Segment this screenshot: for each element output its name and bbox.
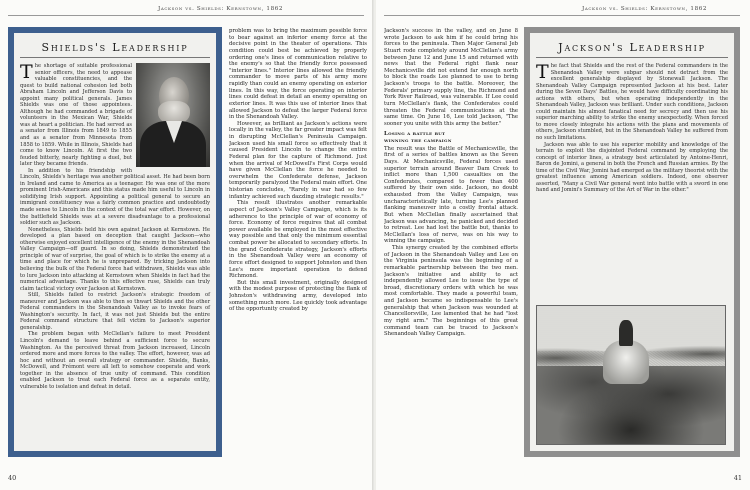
running-head-right: Jackson vs. Shields: Kernstown, 1862	[582, 6, 708, 12]
section-heading: Losing a battle but	[384, 131, 446, 138]
body-paragraph: problem was to bring the maximum possible force to bear against an inferior enemy force at the decisive point in the theater of operations. This condition could best be achieved by properly ordering one's lines of communication relative to the enemy's so that the friendly force possessed "interior lines." Interior lines allowed the friendly commander to move parts of his army more rapidly than could an enemy operating on exterior lines. In this way, the force operating on interior lines could defeat in detail an enemy operating on exterior lines. It was this use of interior lines that allowed Jackson to defeat the larger Federal force in the Shenandoah Valley.	[229, 28, 367, 121]
page-number-right: 41	[733, 474, 742, 482]
sidebar-left-paragraph: Nonetheless, Shields held his own against Jackson at Kernstown. He developed a plan based on deception that caught Jackson—who otherwise enjoyed excellent intelligence of the enemy in the Shenandoah Valley Campaign—off guard. In so doing, Shields demonstrated the principle of war of surprise, the goal of which is to strike the enemy at a time and place for which he is unprepared. By tricking Jackson into believing the bulk of the Federal force had withdrawn, Shields was able to lure Jackson into attacking at Kernstown when Shields in fact had the numerical advantage. Thanks to this effective ruse, Shields can truly claim tactical victory over Jackson at Kernstown.	[20, 226, 210, 292]
jackson-engraving-illustration	[536, 305, 726, 445]
left-page	[0, 0, 374, 490]
sidebar-left-title: Shields's Leadership	[20, 37, 210, 58]
body-paragraph: The result was the Battle of Mechanicsville, the first of a series of battles known as the Seven Days. At Mechanicsville, Federal forces used superior terrain around Beaver Dam Creek to inflict more than 1,500 casualties on the Confederates, compared to fewer than 400 suffered by their own side. Jackson, no doubt exhausted from the Valley Campaign, was uncharacteristically late, turning Lee's planned flanking maneuver into a costly frontal attack. But when McClellan finally ascertained that Jackson was advancing, he panicked and decided to retreat. Lee had lost the battle but, thanks to McClellan's loss of nerve, was on his way to winning the campaign.	[384, 145, 518, 245]
sidebar-left-paragraph: In addition to his friendship with Lincoln, Shields's heritage was another political asset. He had been born in Ireland and came to America as a teenager. He was one of the more prominent Irish-Americans and this status made him useful to Lincoln in solidifying Irish support. Appointing a political general to secure an immigrant constituency was a fairly common practice and undoubtedly made sense to Lincoln in the context of the total war effort. However, on the battlefield Shields was at a severe disadvantage to a professional soldier such as Jackson.	[20, 167, 210, 227]
page-number-left: 40	[8, 474, 17, 482]
body-paragraph: But this small investment, originally designed with the modest purpose of protecting the flank of Johnston's withdrawing army, developed into something much more. Lee quickly took advantage of the opportunity created by	[229, 279, 367, 313]
body-paragraph: This result illustrates another remarkable aspect of Jackson's Valley Campaign, which is its adherence to the principle of war of economy of force. Economy of force requires that all combat power available be employed in the most effective way possible and that only the minimum essential combat power be allocated to secondary efforts. In the grand Confederate strategy, Jackson's efforts in the Shenandoah Valley were an economy of force effort designed to support Johnston and then Lee's more important operation to defend Richmond.	[229, 200, 367, 280]
section-subheading: winning the campaign	[384, 138, 452, 144]
body-paragraph: Jackson's success in the valley, and on June 8 wrote Jackson to ask him if he could bring his forces to the peninsula. Then Major General Jeb Stuart rode completely around McClellan's army between June 12 and June 15 and returned with news that the Federal right flank near Mechanicsville did not extend far enough north to block the roads Lee planned to use to bring Jackson's troops to the battle. Moreover, the Federals' primary supply line, the Richmond and York River Railroad, was vulnerable. If Lee could turn McClellan's flank, the Confederates could threaten the Federal communications at the same time. On June 16, Lee told Jackson, "The sooner you unite with this army the better."	[384, 28, 518, 127]
body-column-left-page	[229, 28, 367, 458]
jackson-leadership-sidebar	[524, 27, 740, 457]
body-paragraph: However, as brilliant as Jackson's actions were locally in the valley, the far greater impact was felt in disrupting McClellan's Peninsula Campaign. Jackson used his small force so effectively that it caused President Lincoln to change the entire Federal plan for the capture of Richmond. Just when the arrival of McDowell's First Corps would have given McClellan the force he needed to overwhelm the Confederate defense, Jackson temporarily paralyzed the Federal main effort. One historian concludes, "Rarely in war had so few infantry achieved such dazzling strategic results."	[229, 120, 367, 200]
running-head-rule-left	[8, 15, 364, 16]
shields-portrait	[136, 63, 210, 167]
sidebar-right-text	[536, 63, 728, 194]
body-column-right-page	[384, 28, 518, 458]
sidebar-left-paragraph: The shortage of suitable professional senior officers, the need to appease valuable constituencies, and the quest to build national cohesion led both Abraham Lincoln and Jefferson Davis to appoint many political generals. James Shields was one of those appointees. Although he had commanded a brigade of volunteers in the Mexican War, Shields was at heart a politician. He had served as a senator from Illinois from 1849 to 1855 and as a senator from Minnesota from 1858 to 1859. While in Illinois, Shields had come to know Lincoln. At first the two feuded bitterly, nearly fighting a duel, but later they became friends.	[20, 61, 132, 168]
running-head-rule-right	[384, 15, 740, 16]
sidebar-right-paragraph: Jackson was able to use his superior mobility and knowledge of the terrain to exploit the disjointed Federal command by employing the concept of interior lines, a strategy best articulated by Antoine-Henri, Baron de Jomini, a general in both the French and Russian armies. By the time of the Civil War, Jomini had emerged as the military theorist with the greatest influence among American soldiers. Indeed, one observer asserted, "Many a Civil War general went into battle with a sword in one hand and Jomini's Summary of the Art of War in the other."	[536, 141, 728, 194]
sidebar-left-paragraph: Still, Shields failed to restrict Jackson's strategic freedom of maneuver and Jackson was able to then so thwart Shields and the other Federal commanders in the Shenandoah Valley as to invoke fears of Washington's security. In fact, it was not just Shields but the entire Federal command structure that fell victim to Jackson's superior generalship.	[20, 292, 210, 331]
sidebar-left-text	[20, 63, 210, 390]
right-page	[376, 0, 750, 490]
sidebar-right-inner	[530, 33, 734, 451]
shields-leadership-sidebar	[8, 27, 222, 457]
dropcap-left: T	[20, 61, 33, 83]
body-paragraph: This synergy created by the combined efforts of Jackson in the Shenandoah Valley and Lee on the Virginia peninsula was the beginning of a remarkable partnership between the two men. Jackson's initiative and ability to act independently allowed Lee to issue the type of broad, discretionary orders with which he was most comfortable. They made a powerful team, and Jackson became so indispensable to Lee's generalship that when Jackson was wounded at Chancellorsville, Lee lamented that he had "lost my right arm." The beginnings of this great command team can be traced to Jackson's Shenandoah Valley Campaign.	[384, 245, 518, 338]
sidebar-right-paragraph: The fact that Shields and the rest of the Federal commanders in the Shenandoah Valley were subpar should not detract from the excellent generalship displayed by Stonewall Jackson. The Shenandoah Valley Campaign represented Jackson at his best. Later during the Seven Days' Battles, he would have difficulty coordinating his actions with others, but when operating independently in the Shenandoah Valley, Jackson was brilliant. Under such conditions, Jackson could maintain his almost fanatical need for secrecy and then use his superior marching ability to strike the enemy unexpectedly. When forced to move closely integrate his actions with the plans and movements of others, Jackson stumbled, but in the Shenandoah Valley he suffered from no such limitations.	[536, 61, 728, 142]
running-head-left: Jackson vs. Shields: Kernstown, 1862	[158, 6, 284, 12]
sidebar-left-inner	[14, 33, 216, 451]
sidebar-right-title: Jackson's Leadership	[536, 37, 728, 58]
sidebar-left-paragraph: The problem began with McClellan's failure to meet President Lincoln's demand to leave behind a sufficient force to secure Washington. As the perceived threat from Jackson increased, Lincoln ordered more and more forces to the valley. The effort, however, was ad hoc and without an overall strategy or commander. Shields, Banks, McDowell, and Frémont were all left to somehow cooperate and work together in the absence of true unity of command. This condition enabled Jackson to treat each Federal force as a separate entity, vulnerable to isolation and defeat in detail.	[20, 331, 210, 390]
dropcap-right: T	[536, 61, 549, 83]
